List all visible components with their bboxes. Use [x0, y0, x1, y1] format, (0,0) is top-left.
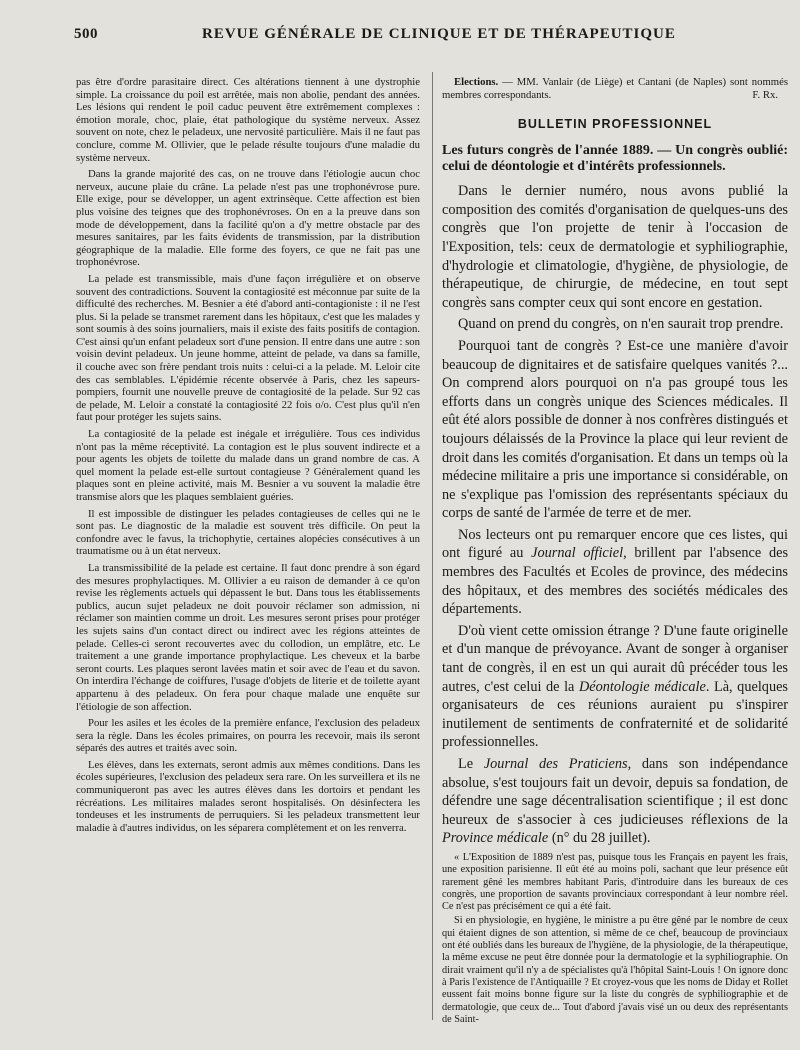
- paragraph: Il est impossible de distinguer les pelades contagieuses de celles qui ne le sont pas. Le diagnostic de la maladie est souvent très difficile. On peut la confondre avec le favus, la trichophytie, certaines alopécies consécutives à un traumatisme ou à un état nerveux.: [76, 507, 420, 558]
- text-run: D'où vient cette omission étrange ? D'une faute originelle et d'un manque de prévoyance. Avant de songer à organiser tant de congrès, il en est un qui aurait dû précéder tous les autres, c'est celui de la: [442, 622, 788, 695]
- bulletin-title: BULLETIN PROFESSIONNEL: [517, 117, 713, 132]
- text-run: Le: [458, 756, 484, 772]
- journal-name: Journal des Praticiens: [483, 756, 628, 772]
- paragraph: pas être d'ordre parasitaire direct. Ces altérations tiennent à une dystrophie simple. La croissance du poil est arrêtée, mais non abolie, pendant des années. Les lésions qui rendent le poil caduc peuvent être extrêmement complexes : émotion morale, choc, plaie, état pathologique du système nerveux. Assez souvent on note, chez le peladeux, une nervosité particulière. Mais il ne faut pas conclure, comme M. Ollivier, que le pelade résulte toujours d'une maladie du système nerveux.: [76, 76, 420, 164]
- paragraph: Pour les asiles et les écoles de la première enfance, l'exclusion des peladeux sera la règle. Dans les écoles primaires, on pourra les recevoir, mais ils seront séparés des autres et traités avec soin.: [76, 717, 420, 755]
- paragraph: La pelade est transmissible, mais d'une façon irrégulière et on observe souvent des contradictions. Souvent la contagiosité est méconnue par suite de la difficulté des recherches. M. Besnier a été d'abord anti-contagioniste : il ne l'est plus. Si la pelade se transmet rarement dans les hôpitaux, c'est que les malades y sont soumis à des soins journaliers, mais il existe des faits positifs de contagion. C'est ainsi qu'un enfant peladeux sort d'une pension. Il entre dans une autre : son voisin devint peladeux. Un jeune homme, atteint de pelade, va dans sa famille, il couche avec son frère pendant trois nuits : celui-ci a la pelade. M. Leloir cite des cas semblables. L'épidémie récente observée à Paris, chez les sapeurs-pompiers, fournit une nouvelle preuve de contagiosité de la pelade. Sur 92 cas de pelade, M. Leloir a constaté la contagiosité 22 fois o/o. C'est plus qu'il n'en faut pour protéger les sujets sains.: [76, 272, 420, 424]
- journal-title: REVUE GÉNÉRALE DE CLINIQUE ET DE THÉRAPEUTIQUE: [202, 26, 676, 42]
- paragraph: [442, 622, 788, 752]
- signature: F. Rx.: [752, 88, 778, 101]
- elections-notice: [442, 76, 788, 101]
- journal-name: Journal officiel: [531, 545, 624, 562]
- paragraph: Dans le dernier numéro, nous avons publié la composition des comités d'organisation de quelques-uns des congrès que l'on projette de tenir à l'occasion de l'Exposition, tels: ceux de dermatologie et syphiliographie, d'hydrologie et climatologie, d'hygiène, de physiologie, de thérapeutique, de chirurgie, de médecine, en tout sept congrès sans compter ceux qui sont encore en gestation.: [442, 183, 788, 311]
- quoted-paragraph: Si en physiologie, en hygiène, le ministre a pu être gêné par le nombre de ceux qui étaient dignes de son attention, si même de ce chef, beaucoup de provinciaux ont été oubliés dans les bureaux de l'hygiène, de la physiologie, de la thérapeutique, la même excuse ne peut être donnée pour la dermatologie et la syphiliographie. On dirait vraiment qu'il n'y a de spécialistes qu'à l'hôpital Saint-Louis ! On ignore donc à Paris l'existence de l'Antiquaille ? Et croyez-vous que les noms de Diday et Rollet eussent fait moins bonne figure sur la liste du congrès de syphiliographie et de dermatologie, que ceux de... Tout d'abord j'avais visé un ou deux des représentants de Saint-: [442, 915, 788, 1025]
- elections-label: Elections.: [454, 76, 499, 88]
- text-run: . Là, quelques organisateurs de ces réunions auraient pu s'inspirer inutilement de sentiments de confraternité et de solidarité professionnelles.: [442, 678, 788, 751]
- left-column: [76, 76, 420, 834]
- elections-text: — MM. Vanlair (de Liège) et Cantani (de Naples) sont nommés membres correspondants.: [442, 76, 788, 101]
- paragraph: Quand on prend du congrès, on n'en saurait trop prendre.: [458, 316, 784, 333]
- journal-name: Province médicale: [442, 830, 549, 847]
- text-run: , dans son indépendance absolue, s'est toujours fait un devoir, depuis sa fondation, de défendre une sage décentralisation scientifique ; il est donc heureux de s'associer à ces judicieuses réflexions de la: [442, 756, 788, 828]
- quoted-paragraph: « L'Exposition de 1889 n'est pas, puisque tous les Français en payent les frais, une exposition parisienne. Il eût été au moins poli, sachant que leur présence eût rarement gêné les membres habitant Paris, d'introduire dans les bureaux de ces congrès, une proportion de savants provinciaux correspondant à leur nombre réel. Ce n'est pas précisément ce qui a été fait.: [442, 851, 788, 913]
- page-number: 500: [74, 26, 98, 42]
- paragraph: La transmissibilité de la pelade est certaine. Il faut donc prendre à son égard des mesures prophylactiques. M. Ollivier a eu raison de demander à ce qu'on revise les règlements actuels qui dépassent le but. Dans tous les établissements publics, aucun sujet peladeux ne doit pouvoir réclamer son admission, ni réclamer son maintien comme un droit. Les mesures seront prises pour protéger les sujets sains d'un contact direct ou indirect avec les régions atteintes de pelade. Celles-ci seront recouvertes avec du collodion, un emplâtre, etc. Le traitement a une grande importance prophylactique. Les cheveux et la barbe seront courts. Les plaques seront lavées matin et soir avec de l'eau et du savon. On interdira l'échange de coiffures, l'usage d'objets de literie et de toilette ayant appartenu à des peladeux. On fera pour chaque malade une enquête sur l'étiologie de son affection.: [76, 561, 420, 713]
- paragraph: [442, 526, 788, 619]
- right-column: [442, 76, 788, 1026]
- text-run: (n° du 28 juillet).: [548, 830, 651, 847]
- text-run: Nos lecteurs ont pu remarquer encore que ces listes, qui ont figuré au: [442, 526, 788, 562]
- paragraph: Dans la grande majorité des cas, on ne trouve dans l'étiologie aucun choc nerveux, aucune plaie du crâne. La pelade n'est pas une trophonévrose pure. Elle exige, pour se développer, un agent extrinsèque. Cette affection est bien plus voisine des teignes que des trophonévroses. On en a la preuve dans son mode de développement, dans la facilité qu'on a d'y mettre obstacle par des mesures sanitaires, par les faits évidents de transmission, par la distribution géographique de la maladie. Elle forme des foyers, ce que ne fait pas une trophonévrose.: [76, 168, 420, 269]
- text-run: , brillent par l'absence des membres des Facultés et Ecoles de province, des médecins des hôpitaux, et des membres des sociétés médicales des départements.: [442, 545, 789, 618]
- paragraph: Pourquoi tant de congrès ? Est-ce une manière d'avoir beaucoup de dignitaires et de satisfaire quelques vanités ?... On comprend alors pourquoi on n'a pas groupé tous les efforts dans un congrès unique des Sciences médicales. Il eût été alors possible de donner à nos confrères distingués et toujours délaissés de la Province la place qui leur revient de droit dans les comités d'organisation. Et dans un temps où la médecine militaire a pris une importance si considérable, on ne s'explique pas l'omission des représentants spéciaux du corps de santé de l'armée de terre et de mer.: [442, 337, 788, 522]
- column-divider: [432, 72, 433, 1020]
- emphasis: Déontologie médicale: [578, 678, 706, 695]
- paragraph: [442, 755, 788, 848]
- paragraph: La contagiosité de la pelade est inégale et irrégulière. Tous ces individus n'ont pas la même réceptivité. La contagion est le plus souvent indirecte et a pour agents les objets de toilette du malade dans un grand nombre de cas. A quel moment la pelade est-elle surtout contagieuse ? Généralement quand les plaques sont en pleine activité, mais M. Besnier a vu souvent la maladie être transmise alors que les plaques semblaient guéries.: [76, 428, 420, 503]
- running-head: [74, 26, 764, 46]
- paragraph: Les élèves, dans les externats, seront admis aux mêmes conditions. Dans les écoles supérieures, l'exclusion des peladeux sera rare. On les surveillera et ils ne communiqueront pas avec les autres élèves dans les dortoirs et pendant les récréations. Les militaires malades seront hospitalisés. On désinfectera les tondeuses et les instruments de perruquiers. Si les peladeux transmettent leur maladie à d'autres individus, on les séparera complètement et on les renverra.: [76, 758, 420, 834]
- article-headline: Les futurs congrès de l'année 1889. — Un congrès oublié: celui de déontologie et d'intérêts professionnels.: [442, 143, 788, 174]
